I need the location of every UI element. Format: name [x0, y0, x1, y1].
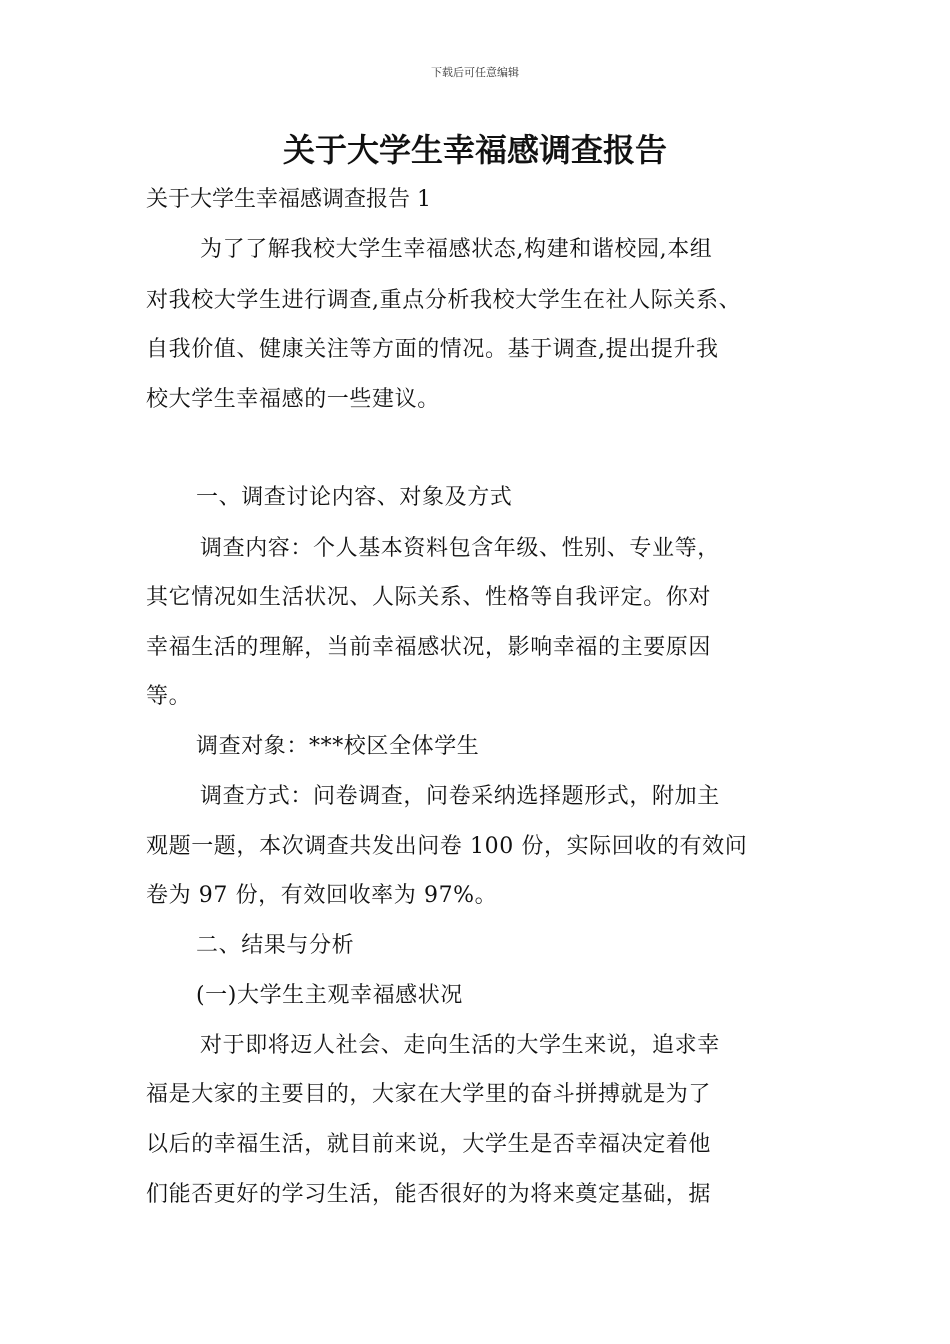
body-line: 校大学生幸福感的一些建议。 — [146, 387, 440, 412]
header-note: 下载后可任意编辑 — [431, 66, 519, 79]
body-line: 其它情况如生活状况、人际关系、性格等自我评定。你对 — [146, 585, 712, 610]
body-line: 调查对象：***校区全体学生 — [196, 734, 480, 759]
body-line: 对我校大学生进行调查,重点分析我校大学生在社人际关系、 — [146, 288, 742, 313]
section-heading: 二、结果与分析 — [196, 933, 355, 958]
body-line: 观题一题，本次调查共发出问卷 100 份，实际回收的有效问 — [146, 834, 748, 859]
body-line: 为了了解我校大学生幸福感状态,构建和谐校园,本组 — [200, 237, 713, 262]
subsection-heading: (一)大学生主观幸福感状况 — [196, 983, 463, 1008]
body-line: 们能否更好的学习生活，能否很好的为将来奠定基础，据 — [146, 1182, 712, 1207]
document-title: 关于大学生幸福感调查报告 — [282, 131, 667, 169]
section-heading: 一、调查讨论内容、对象及方式 — [196, 485, 513, 510]
body-line: 福是大家的主要目的，大家在大学里的奋斗拼搏就是为了 — [146, 1082, 712, 1107]
body-line: 卷为 97 份，有效回收率为 97%。 — [146, 883, 498, 908]
document-subtitle: 关于大学生幸福感调查报告 1 — [146, 187, 431, 212]
body-line: 调查方式：问卷调查，问卷采纳选择题形式，附加主 — [200, 784, 720, 809]
body-line: 幸福生活的理解，当前幸福感状况，影响幸福的主要原因 — [146, 635, 712, 660]
body-line: 等。 — [146, 684, 192, 709]
body-line: 自我价值、健康关注等方面的情况。基于调查,提出提升我 — [146, 337, 719, 362]
body-line: 对于即将迈人社会、走向生活的大学生来说，追求幸 — [200, 1033, 720, 1058]
body-line: 调查内容：个人基本资料包含年级、性别、专业等， — [200, 536, 720, 561]
body-line: 以后的幸福生活，就目前来说，大学生是否幸福决定着他 — [146, 1132, 712, 1157]
